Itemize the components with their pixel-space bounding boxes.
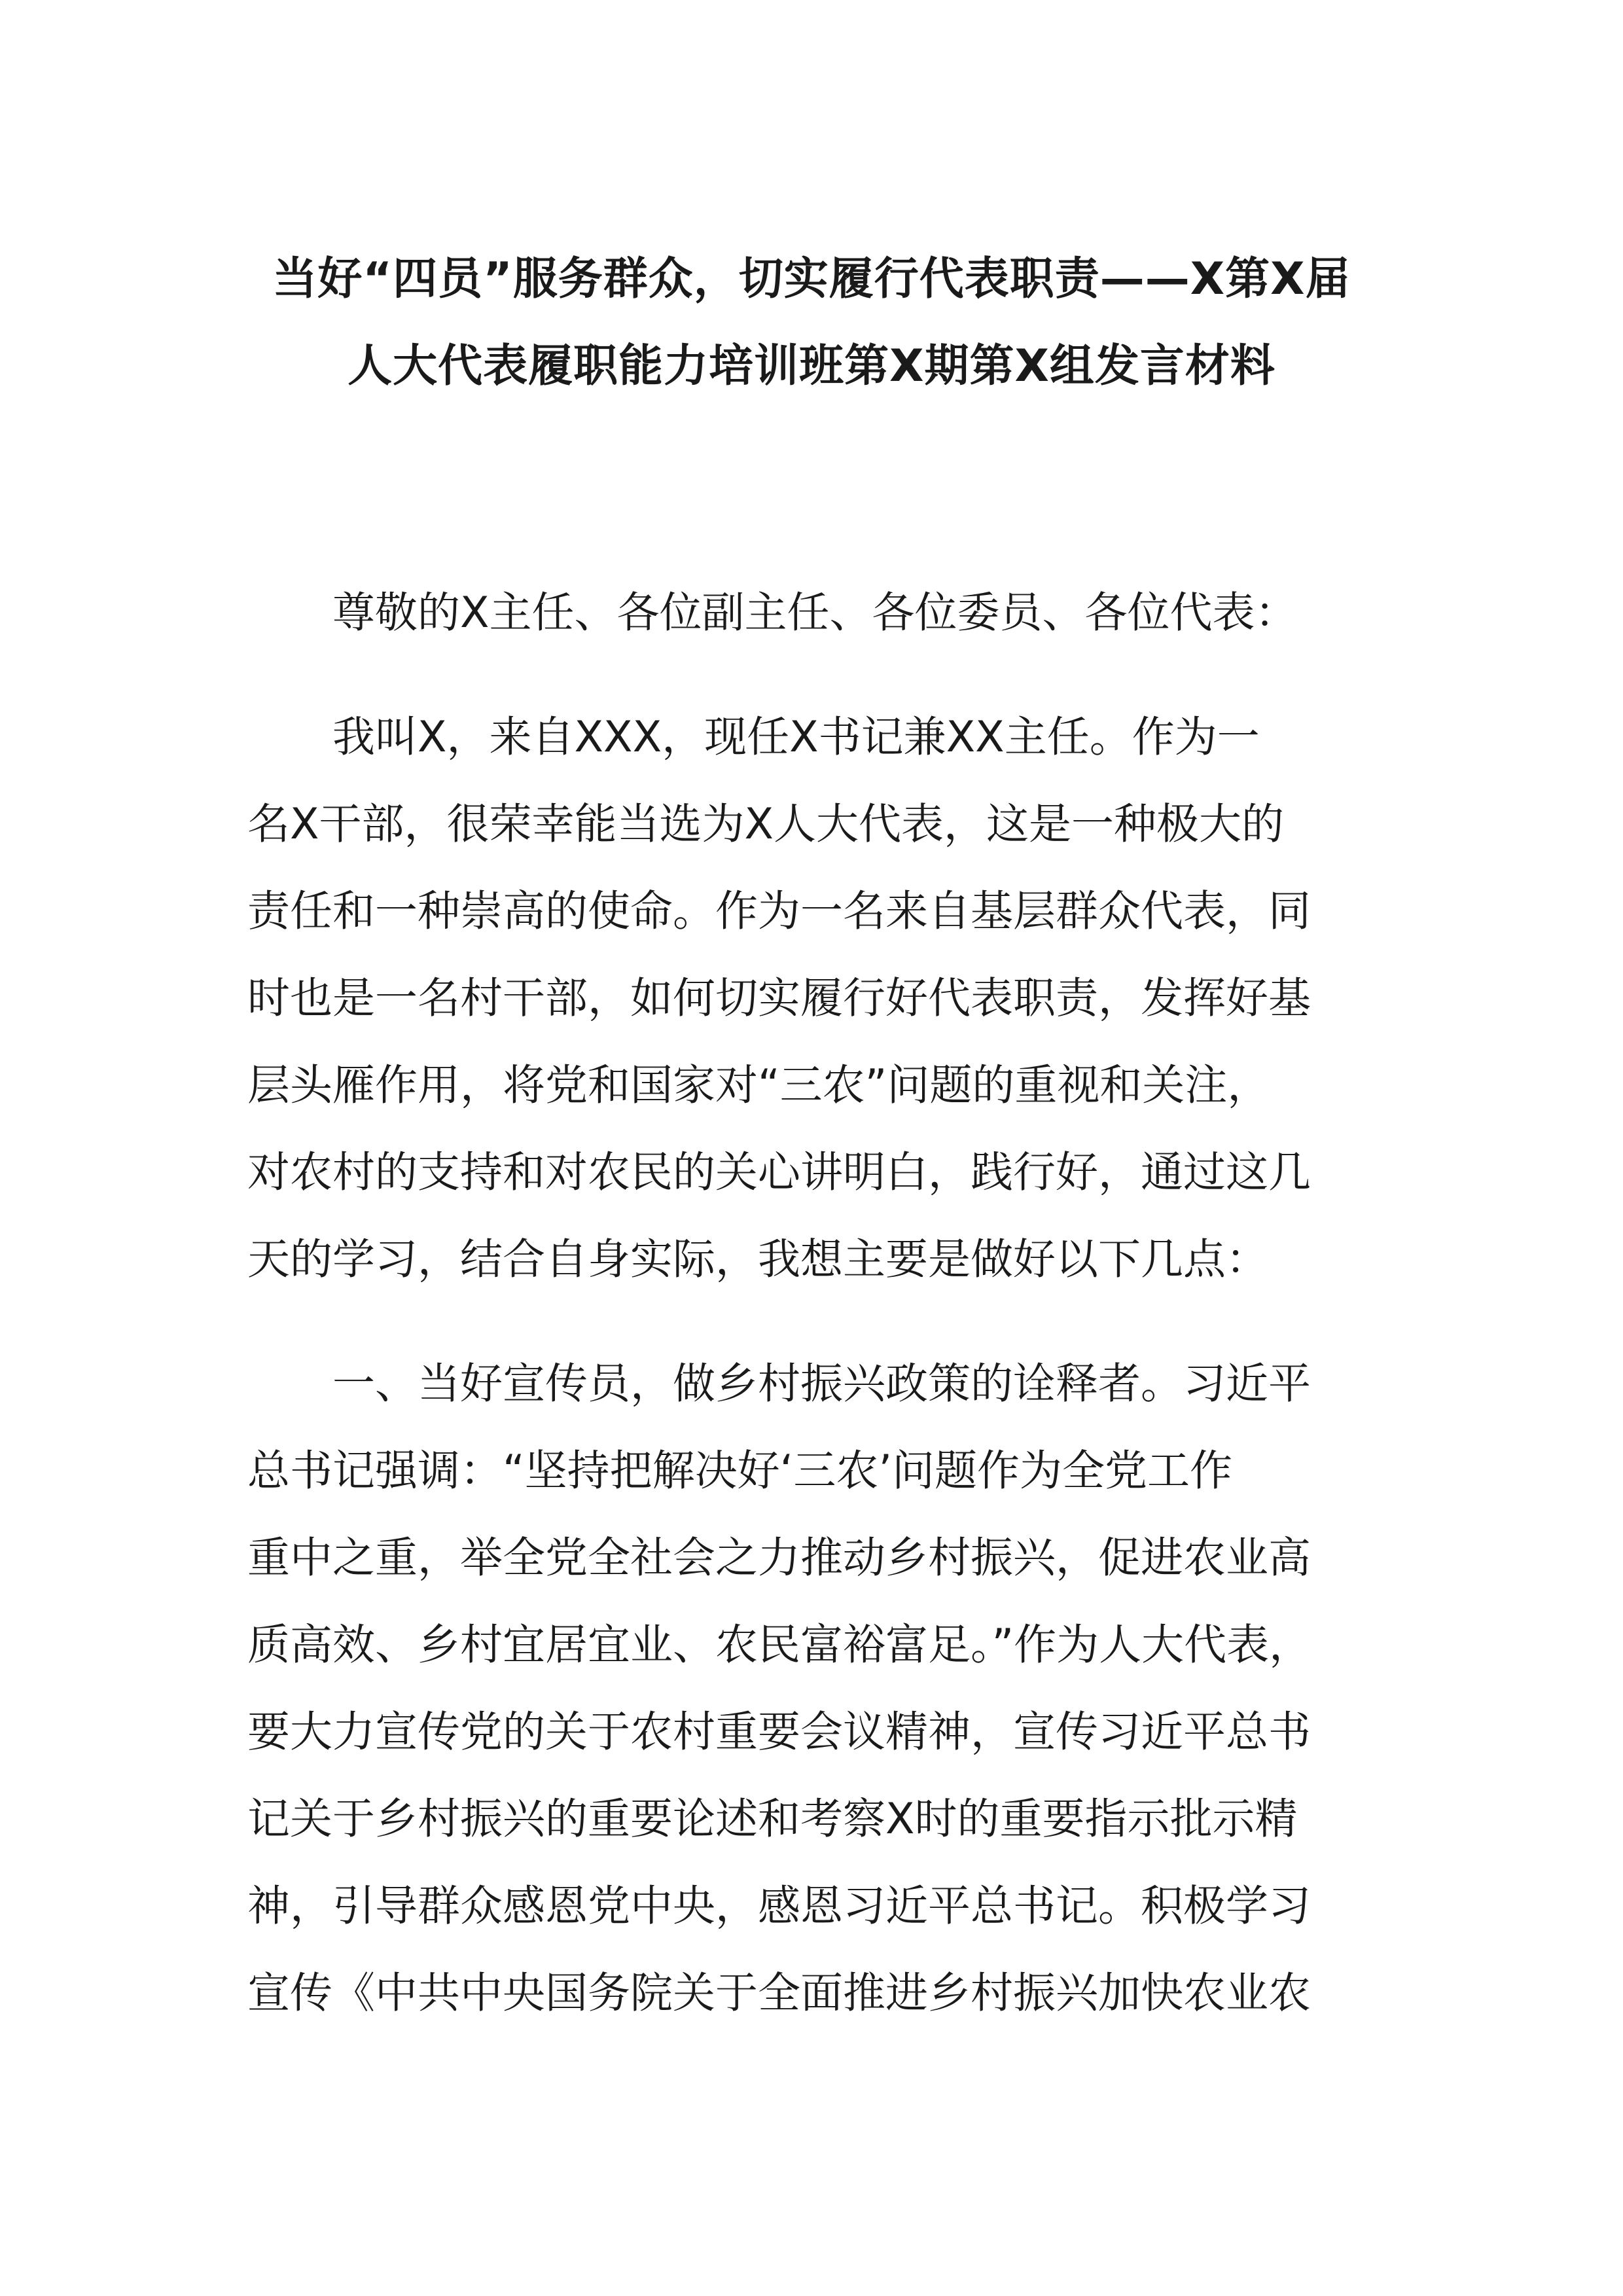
paragraph-line: 天的学习，结合自身实际，我想主要是做好以下几点： xyxy=(247,1235,1269,1284)
document-title xyxy=(216,236,1407,410)
paragraph-line: 尊敬的X主任、各位副主任、各位委员、各位代表： xyxy=(332,588,1298,637)
paragraph-line: 对农村的支持和对农民的关心讲明白，践行好，通过这几 xyxy=(247,1148,1311,1197)
paragraph-line: 质高效、乡村宜居宜业、农民富裕富足。”作为人大代表， xyxy=(247,1621,1312,1670)
paragraph-line: 责任和一种崇高的使命。作为一名来自基层群众代表，同 xyxy=(247,887,1311,936)
paragraph-line: 我叫X，来自XXX，现任X书记兼XX主任。作为一 xyxy=(332,713,1260,762)
paragraph-line: 时也是一名村干部，如何切实履行好代表职责，发挥好基 xyxy=(247,974,1311,1023)
paragraph-line: 一、当好宣传员，做乡村振兴政策的诠释者。习近平 xyxy=(332,1359,1311,1408)
salutation-paragraph xyxy=(247,569,1353,656)
paragraph-line: 宣传《中共中央国务院关于全面推进乡村振兴加快农业农 xyxy=(247,1969,1311,2018)
document-body xyxy=(247,569,1353,2037)
section-one-paragraph xyxy=(247,1340,1353,2037)
introduction-paragraph xyxy=(247,694,1353,1303)
paragraph-line: 总书记强调：“坚持把解决好‘三农’问题作为全党工作 xyxy=(247,1446,1232,1496)
paragraph-line: 要大力宣传党的关于农村重要会议精神，宣传习近平总书 xyxy=(247,1708,1311,1757)
paragraph-line: 记关于乡村振兴的重要论述和考察X时的重要指示批示精 xyxy=(247,1795,1298,1844)
paragraph-line: 层头雁作用，将党和国家对“三农”问题的重视和关注， xyxy=(247,1061,1270,1110)
paragraph-line: 神，引导群众感恩党中央，感恩习近平总书记。积极学习 xyxy=(247,1882,1311,1931)
title-line-1: 当好“四员”服务群众，切实履行代表职责——X第X届 xyxy=(272,253,1351,305)
title-line-2: 人大代表履职能力培训班第X期第X组发言材料 xyxy=(348,340,1275,392)
paragraph-line: 名X干部，很荣幸能当选为X人大代表，这是一种极大的 xyxy=(247,800,1285,849)
paragraph-line: 重中之重，举全党全社会之力推动乡村振兴，促进农业高 xyxy=(247,1534,1311,1583)
